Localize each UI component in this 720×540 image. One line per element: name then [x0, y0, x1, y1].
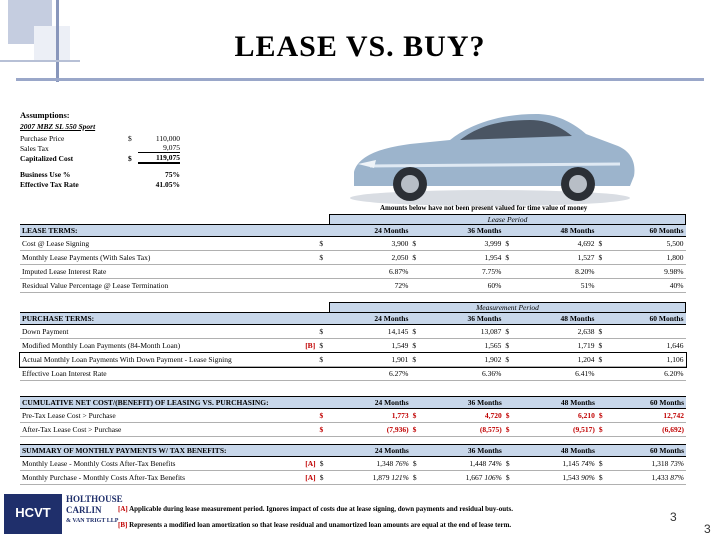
- present-value-note: Amounts below have not been present valued for time value of money: [380, 204, 588, 212]
- cumulative-cost-table: [20, 396, 686, 437]
- table-row: Monthly Lease Payments (With Sales Tax) $ 2,050 $ 1,954 $ 1,527 $ 1,800: [20, 251, 686, 265]
- table-row: After-Tax Lease Cost > Purchase $ (7,936) $ (8,575) $ (9,517) $ (6,692): [20, 423, 686, 437]
- assumption-row: Capitalized Cost $ 119,075: [20, 152, 180, 163]
- table-row: Modified Monthly Loan Payments (84-Month Loan) [B] $ 1,549 $ 1,565 $ 1,719 $ 1,646: [20, 339, 686, 353]
- assumptions-block: [20, 110, 180, 189]
- table-row: Monthly Purchase - Monthly Costs After-Tax Benefits [A] $ 1,879 121% $ 1,667 106% $ 1,543 90% $ 1,433 87%: [20, 471, 686, 485]
- cumulative-header-row: CUMULATIVE NET COST/(BENEFIT) OF LEASING VS. PURCHASING: 24 Months 36 Months 48 Months 60 Months: [22, 398, 684, 407]
- table-row: Actual Monthly Loan Payments With Down Payment - Lease Signing $ 1,901 $ 1,902 $ 1,204 $ 1,106: [20, 353, 686, 367]
- firm-logo-mark: HCVT: [4, 494, 62, 534]
- table-row: Pre-Tax Lease Cost > Purchase $ 1,773 $ 4,720 $ 6,210 $ 12,742: [20, 409, 686, 423]
- lease-header-row: LEASE TERMS: 24 Months 36 Months 48 Months 60 Months: [22, 226, 684, 235]
- firm-logo-text: HOLTHOUSE CARLIN & VAN TRIGT LLP: [66, 494, 123, 524]
- table-row: Effective Loan Interest Rate 6.27% 6.36% 6.41% 6.20%: [20, 367, 686, 381]
- assumptions-heading: Assumptions:: [20, 110, 70, 120]
- page-number-secondary: 3: [704, 522, 711, 536]
- page-number: 3: [670, 510, 677, 524]
- lease-period-band: Lease Period: [329, 215, 685, 225]
- table-row: Cost @ Lease Signing $ 3,900 $ 3,999 $ 4,692 $ 5,500: [20, 237, 686, 251]
- car-model: 2007 MBZ SL 550 Sport: [20, 122, 96, 131]
- car-image: [340, 90, 640, 210]
- monthly-summary-table: [20, 444, 686, 485]
- purchase-header-row: PURCHASE TERMS: 24 Months 36 Months 48 Months 60 Months: [22, 314, 684, 323]
- assumption-row: Purchase Price $ 110,000: [20, 133, 180, 143]
- table-row: Residual Value Percentage @ Lease Termination 72% 60% 51% 40%: [20, 279, 686, 293]
- table-row: Down Payment $ 14,145 $ 13,087 $ 2,638 $: [20, 325, 686, 339]
- slide-title: LEASE VS. BUY?: [234, 30, 486, 63]
- table-row: Monthly Lease - Monthly Costs After-Tax Benefits [A] $ 1,348 76% $ 1,448 74% $ 1,145 74% $ 1,318 73%: [20, 457, 686, 471]
- lease-terms-table: [20, 214, 686, 293]
- purchase-terms-table: [20, 302, 686, 381]
- footnote-a: [A] Applicable during lease measurement period. Ignores impact of costs due at lease signing, down payments and residual buy-outs.: [118, 505, 513, 513]
- summary-header-row: SUMMARY OF MONTHLY PAYMENTS W/ TAX BENEFITS: 24 Months 36 Months 48 Months 60 Months: [22, 446, 684, 455]
- assumption-row: Business Use % 75%: [20, 169, 180, 179]
- assumption-row: Effective Tax Rate 41.05%: [20, 179, 180, 189]
- title-rule: [16, 78, 704, 81]
- footnote-b: [B] Represents a modified loan amortization so that lease residual and unamortized loan amounts are equal at the end of lease term.: [118, 521, 512, 529]
- assumption-row: Sales Tax 9,075: [20, 143, 180, 153]
- measurement-period-band: Measurement Period: [329, 303, 685, 313]
- table-row: Imputed Lease Interest Rate 6.87% 7.75% 8.20% 9.98%: [20, 265, 686, 279]
